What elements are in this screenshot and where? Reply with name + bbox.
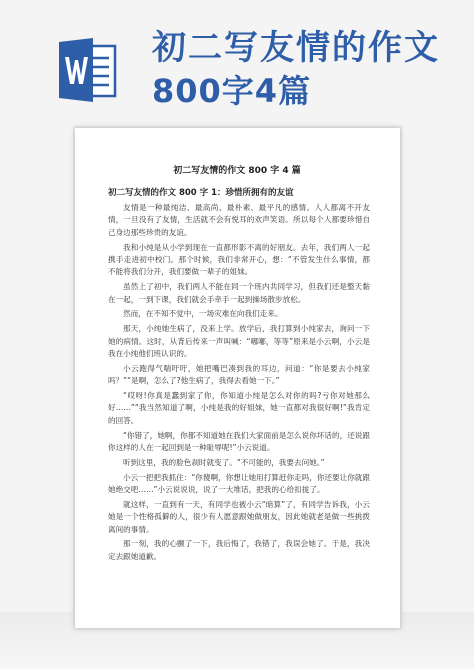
paragraph: 我和小纯是从小学到现在一直都形影不离的好朋友。去年，我们两人一起携手走进初中校门。那个时候，我们非常开心，想：“不管发生什么事情，都不能将我们分开，我们要做一辈子的姐妹。 [108,242,370,277]
paragraph: 就这样，一直到有一天，有同学也被小云“暗算”了，有同学告诉我，小云她是一个性格孤僻的人，很少有人愿意跟她做朋友，因此她就老是做一些挑拨离间的事情。 [108,499,370,534]
paragraph: “你错了，她啊，你都不知道她在我们大家面前是怎么说你坏话的，还说跟你这样的人在一起回到是一种耻辱呢!”小云说道。 [108,430,370,453]
paragraph: 那一刻，我的心颤了一下，我后悔了，我错了，我误会她了。于是，我决定去跟她道歉。 [108,539,370,561]
page-title [152,26,440,112]
document-body [108,202,370,566]
paragraph: 小云跑得气喘吁吁，她把嘴巴凑到我的耳边，问道：“你是要去小纯家吗？”“是啊，怎么了?他生病了，我得去看她一下。” [108,363,370,386]
banner [0,0,474,118]
paragraph: 听到这里，我的脸色刹时就变了。“不可能的，我要去问她。” [123,457,325,467]
paragraph: 友情是一种最纯洁、最高尚、最朴素、最平凡的感情。人人都离不开友情，一旦没有了友情，生活就不会有悦耳的欢声笑语。所以每个人都要珍惜自己身边那些珍贵的友谊。 [108,203,370,237]
paragraph: 那天，小纯她生病了，没来上学。放学后，我打算到小纯家去，询问一下她的病情。这时，从背后传来一声叫喊：“嘟嘟，等等”原来是小云啊，小云是我在小纯他们班认识的。 [108,324,370,359]
word-document-icon [57,38,119,102]
page-title-line1: 初二写友情的作文 [152,28,440,68]
paragraph: 小云一把把我抓住：“你傻啊，你想让她用打算赶你走吗，你还要让你就跟她绝交吧……”小云说说说，说了一大堆话，把我的心给扣拢了。 [108,472,370,495]
paragraph: “哎呀!你真是蠢到家了你，你知道小纯是怎么对你的吗?亏你对她那么好……”“我当然知道了啊，小纯是我的好姐妹，她一直都对我很好啊!”我肯定的回答。 [108,391,370,425]
paragraph: 然而，在不知不觉中，一场灾难在向我们走来。 [123,309,283,319]
document-title: 初二写友情的作文 800 字 4 篇 [173,166,301,176]
document-subtitle: 初二写友情的作文 800 字 1：珍惜所拥有的友谊 [108,188,294,198]
paragraph: 虽然上了初中，我们两人不能在同一个班内共同学习，但我们还是整天黏在一起，一到下课，我们就会手牵手一起到操场散步放松。 [108,282,370,304]
page-title-line2: 800字4篇 [152,72,312,110]
